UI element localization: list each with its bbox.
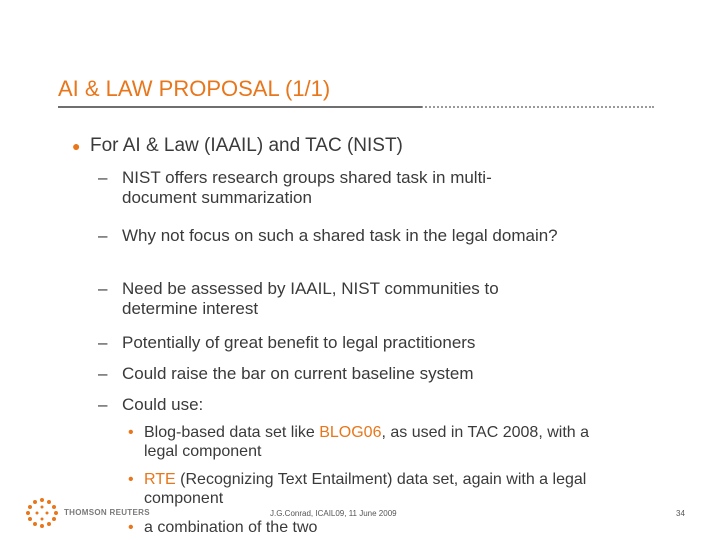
title-rule [58, 106, 654, 108]
footer-citation: J.G.Conrad, ICAIL09, 11 June 2009 [270, 509, 397, 518]
highlight-rte: RTE [144, 471, 176, 488]
highlight-blog06: BLOG06 [319, 424, 382, 441]
bullet-icon: ● [72, 138, 81, 154]
sub-item: – Need be assessed by IAAIL, NIST communities to determine interest [98, 279, 499, 318]
page-number: 34 [676, 509, 685, 518]
use-item: • Blog-based data set like BLOG06, as used in TAC 2008, with a legal component [128, 424, 590, 460]
sub-item: – Could raise the bar on current baseline system [98, 364, 474, 383]
main-bullet: ● For AI & Law (IAAIL) and TAC (NIST) [72, 135, 403, 156]
sub-item: – NIST offers research groups shared task in multi-document summarization [98, 168, 492, 207]
slide-title: AI & LAW PROPOSAL (1/1) [58, 76, 331, 101]
thomson-reuters-logo-icon [22, 496, 62, 528]
footer-brand: THOMSON REUTERS [64, 508, 150, 517]
sub-item: – Why not focus on such a shared task in the legal domain? [98, 226, 558, 245]
use-item: • a combination of the two [128, 519, 318, 536]
sub-item: – Could use: [98, 395, 204, 414]
use-item: • RTE (Recognizing Text Entailment) data set, again with a legal component [128, 471, 587, 507]
sub-item: – Potentially of great benefit to legal practitioners [98, 333, 476, 352]
